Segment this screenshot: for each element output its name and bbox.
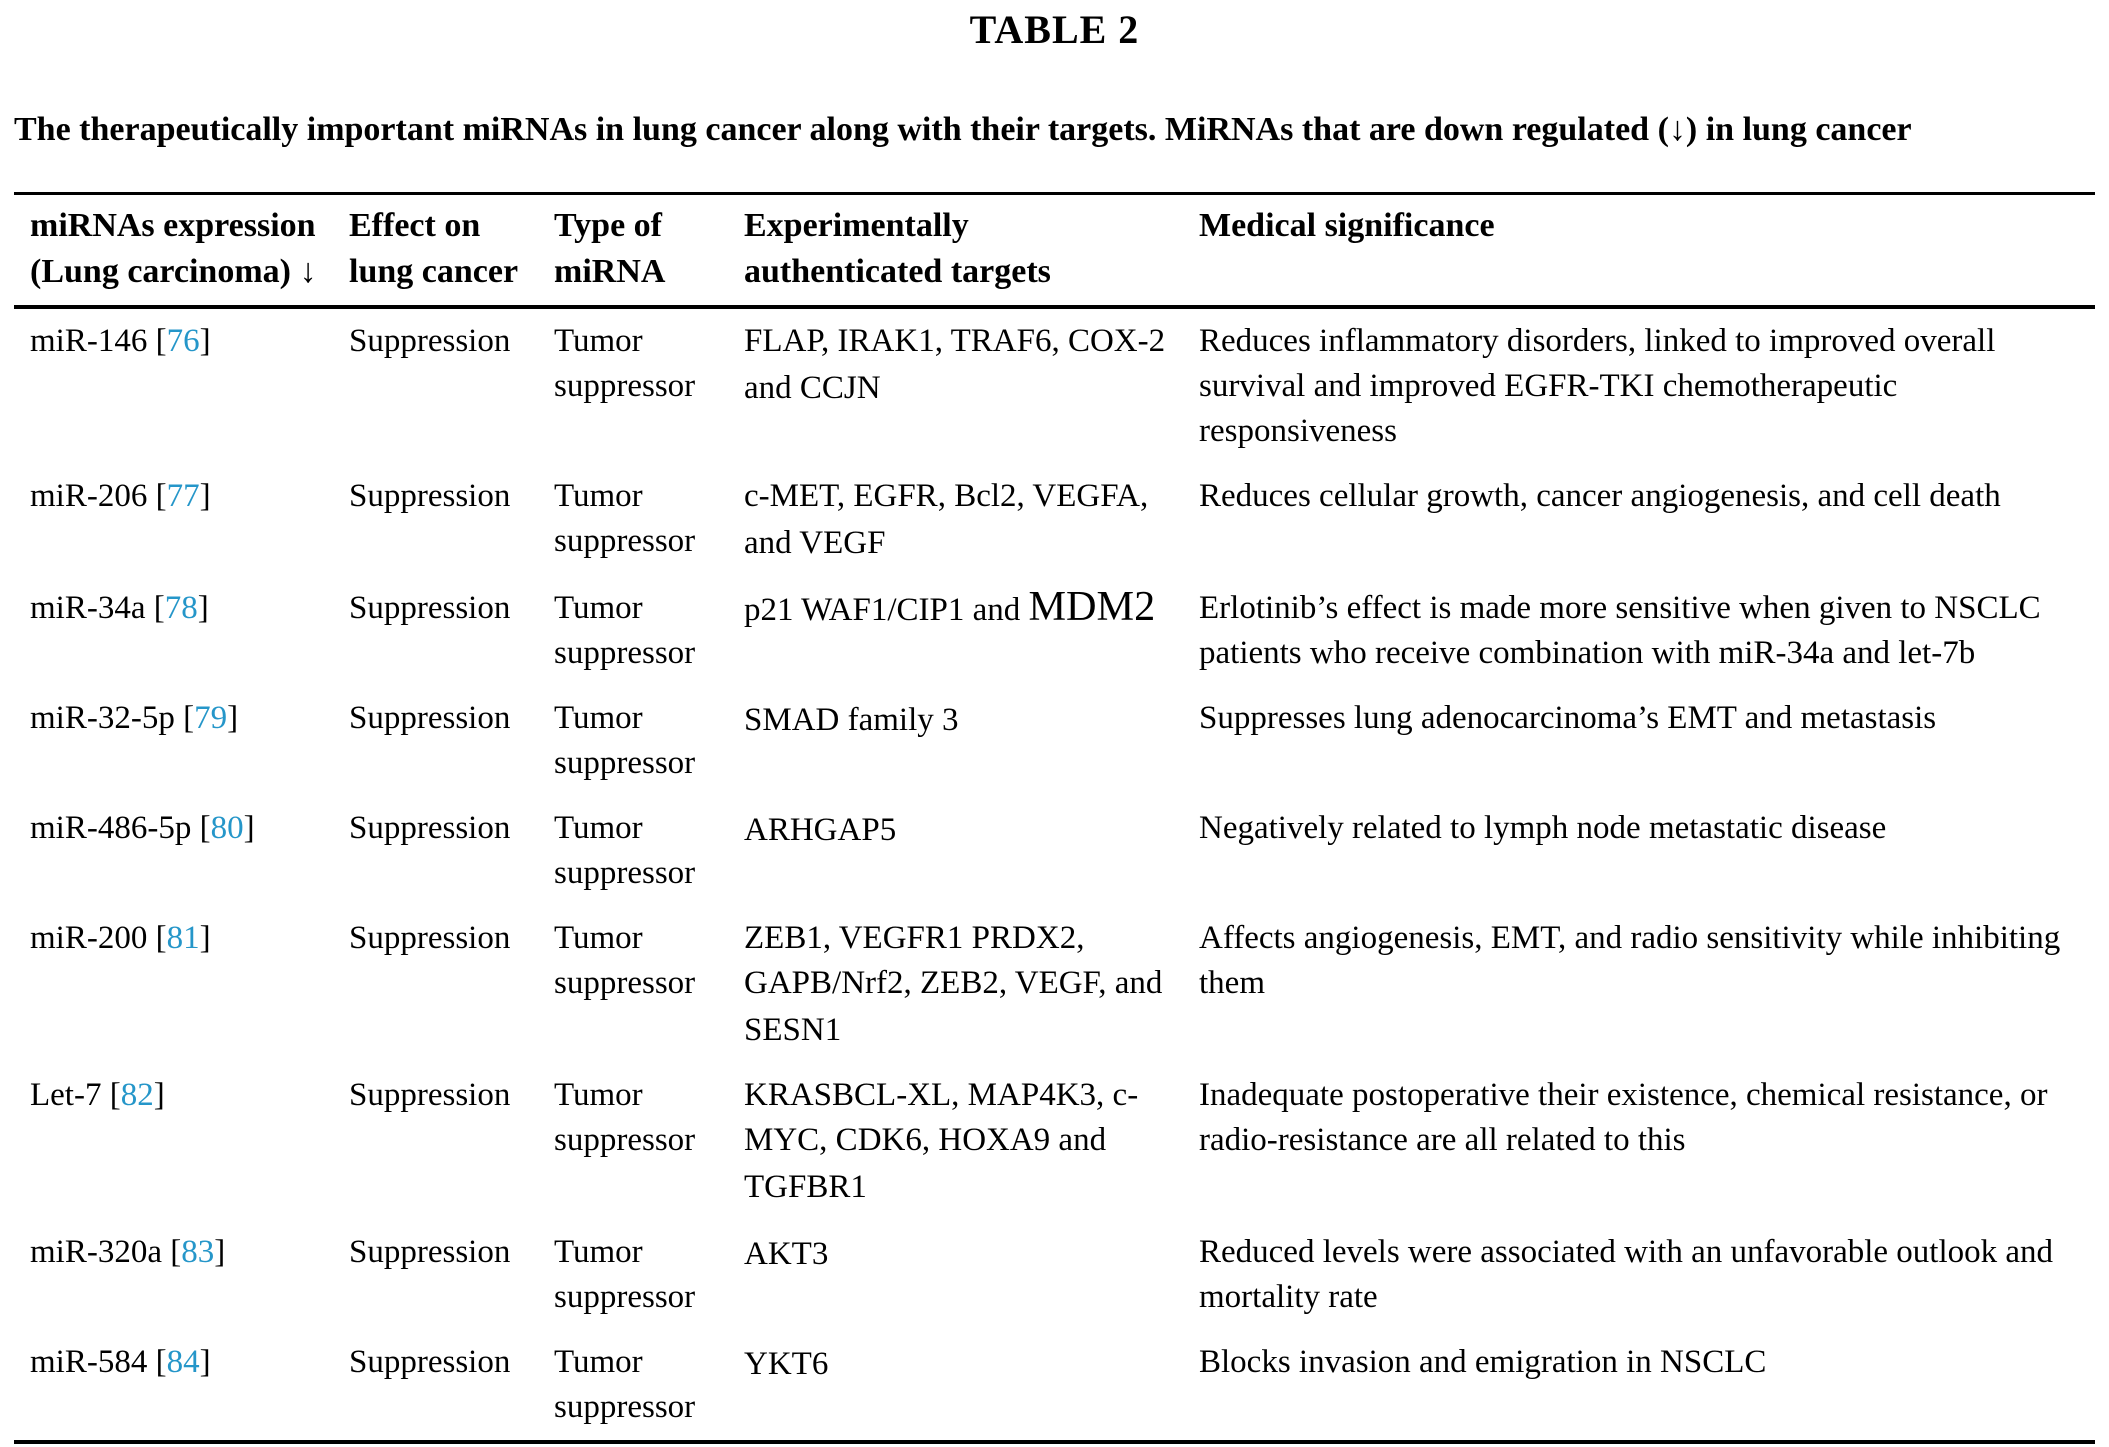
cell-mirna xyxy=(14,1330,349,1442)
cell-effect: Suppression xyxy=(349,1344,511,1380)
mirna-name: miR-486-5p xyxy=(30,810,192,846)
table-row xyxy=(14,576,2095,686)
reference-open-bracket: [ xyxy=(147,1344,167,1380)
reference-link[interactable]: 83 xyxy=(181,1234,215,1270)
col-header-type: Type of miRNA xyxy=(554,194,744,308)
cell-targets xyxy=(744,464,1199,576)
reference-open-bracket: [ xyxy=(174,700,195,736)
col-header-mirna-expression: miRNAs expression (Lung carcinoma) ↓ xyxy=(14,194,349,308)
cell-effect: Suppression xyxy=(349,810,511,846)
reference-open-bracket: [ xyxy=(145,590,165,626)
col-header-significance: Medical significance xyxy=(1199,194,2095,308)
reference-open-bracket: [ xyxy=(191,810,211,846)
cell-targets xyxy=(744,796,1199,906)
mirna-name: miR-320a xyxy=(30,1234,162,1270)
cell-significance: Erlotinib’s effect is made more sensitive when given to NSCLC patients who receive combination with miR-34a and let-7b xyxy=(1199,590,2041,671)
cell-significance: Reduced levels were associated with an unfavorable outlook and mortality rate xyxy=(1199,1234,2054,1315)
reference-open-bracket: [ xyxy=(101,1077,121,1113)
cell-effect: Suppression xyxy=(349,1077,511,1113)
cell-effect: Suppression xyxy=(349,478,511,514)
cell-significance: Reduces cellular growth, cancer angiogenesis, and cell death xyxy=(1199,478,2001,514)
targets-text: KRASBCL-XL, MAP4K3, c-MYC, CDK6, HOXA9 and TGFBR1 xyxy=(744,1077,1139,1205)
reference-open-bracket: [ xyxy=(147,920,167,956)
cell-effect: Suppression xyxy=(349,920,511,956)
table-row xyxy=(14,906,2095,1063)
mirna-name: miR-200 xyxy=(30,920,148,956)
cell-targets xyxy=(744,1330,1199,1442)
table-row xyxy=(14,464,2095,576)
targets-text: AKT3 xyxy=(744,1236,829,1272)
cell-targets xyxy=(744,1220,1199,1330)
reference-open-bracket: [ xyxy=(147,478,167,514)
cell-type: Tumor suppressor xyxy=(554,810,696,891)
cell-effect: Suppression xyxy=(349,323,511,359)
reference-close-bracket: ] xyxy=(197,590,209,626)
reference-close-bracket: ] xyxy=(243,810,255,846)
cell-significance: Reduces inflammatory disorders, linked to improved overall survival and improved EGFR-TKI chemotherapeutic responsiveness xyxy=(1199,323,1996,449)
reference-close-bracket: ] xyxy=(199,920,211,956)
table-number-label: TABLE 2 xyxy=(969,7,1140,52)
cell-mirna xyxy=(14,1220,349,1330)
targets-text: ARHGAP5 xyxy=(744,812,897,848)
cell-mirna xyxy=(14,906,349,1063)
table-header xyxy=(14,194,2095,308)
cell-type: Tumor suppressor xyxy=(554,478,696,559)
cell-type: Tumor suppressor xyxy=(554,920,696,1001)
reference-link[interactable]: 79 xyxy=(194,700,228,736)
table-body xyxy=(14,307,2095,1442)
reference-close-bracket: ] xyxy=(199,323,211,359)
cell-effect: Suppression xyxy=(349,590,511,626)
table-row xyxy=(14,1220,2095,1330)
cell-targets xyxy=(744,307,1199,464)
mirna-name: miR-584 xyxy=(30,1344,148,1380)
reference-link[interactable]: 78 xyxy=(164,590,198,626)
cell-mirna xyxy=(14,464,349,576)
header-row xyxy=(14,194,2095,308)
mirna-name: Let-7 xyxy=(30,1077,102,1113)
cell-targets xyxy=(744,576,1199,686)
targets-text: FLAP, IRAK1, TRAF6, COX-2 and CCJN xyxy=(744,323,1166,406)
reference-link[interactable]: 84 xyxy=(166,1344,200,1380)
reference-link[interactable]: 77 xyxy=(166,478,200,514)
reference-open-bracket: [ xyxy=(161,1234,182,1270)
table-row xyxy=(14,796,2095,906)
cell-type: Tumor suppressor xyxy=(554,1077,696,1158)
cell-mirna xyxy=(14,796,349,906)
mirna-name: miR-146 xyxy=(30,323,148,359)
table-row xyxy=(14,686,2095,796)
cell-mirna xyxy=(14,686,349,796)
targets-text: SMAD family 3 xyxy=(744,702,959,738)
cell-type: Tumor suppressor xyxy=(554,590,696,671)
cell-mirna xyxy=(14,1063,349,1220)
mirna-name: miR-34a xyxy=(30,590,146,626)
table-caption: The therapeutically important miRNAs in lung cancer along with their targets. MiRNAs that are down regulated (↓) in lung cancer xyxy=(14,111,1912,148)
cell-mirna xyxy=(14,307,349,464)
reference-link[interactable]: 82 xyxy=(120,1077,154,1113)
cell-type: Tumor suppressor xyxy=(554,323,696,404)
reference-close-bracket: ] xyxy=(214,1234,226,1270)
cell-targets xyxy=(744,686,1199,796)
reference-link[interactable]: 81 xyxy=(166,920,200,956)
cell-significance: Negatively related to lymph node metastatic disease xyxy=(1199,810,1887,846)
reference-link[interactable]: 76 xyxy=(166,323,200,359)
targets-text: p21 WAF1/CIP1 and xyxy=(744,592,1021,628)
cell-significance: Suppresses lung adenocarcinoma’s EMT and metastasis xyxy=(1199,700,1937,736)
targets-text: c-MET, EGFR, Bcl2, VEGFA, and VEGF xyxy=(744,478,1149,561)
cell-significance: Affects angiogenesis, EMT, and radio sensitivity while inhibiting them xyxy=(1199,920,2061,1001)
reference-link[interactable]: 80 xyxy=(210,810,244,846)
mirna-name: miR-32-5p xyxy=(30,700,175,736)
cell-significance: Inadequate postoperative their existence, chemical resistance, or radio-resistance are all related to this xyxy=(1199,1077,2048,1158)
cell-type: Tumor suppressor xyxy=(554,1234,696,1315)
col-header-targets: Experimentally authenticated targets xyxy=(744,194,1199,308)
cell-significance: Blocks invasion and emigration in NSCLC xyxy=(1199,1344,1767,1380)
reference-open-bracket: [ xyxy=(147,323,167,359)
table-row xyxy=(14,1330,2095,1442)
cell-effect: Suppression xyxy=(349,1234,511,1270)
mirna-table xyxy=(14,192,2095,1444)
cell-targets xyxy=(744,1063,1199,1220)
cell-targets xyxy=(744,906,1199,1063)
table-row xyxy=(14,1063,2095,1220)
reference-close-bracket: ] xyxy=(227,700,239,736)
cell-type: Tumor suppressor xyxy=(554,1344,696,1425)
reference-close-bracket: ] xyxy=(199,1344,211,1380)
targets-text: ZEB1, VEGFR1 PRDX2, GAPB/Nrf2, ZEB2, VEGF, and SESN1 xyxy=(744,920,1163,1048)
table-row xyxy=(14,307,2095,464)
cell-effect: Suppression xyxy=(349,700,511,736)
targets-large-text: MDM2 xyxy=(1028,583,1156,630)
reference-close-bracket: ] xyxy=(199,478,211,514)
reference-close-bracket: ] xyxy=(153,1077,165,1113)
mirna-name: miR-206 xyxy=(30,478,148,514)
col-header-effect: Effect on lung cancer xyxy=(349,194,554,308)
cell-mirna xyxy=(14,576,349,686)
cell-type: Tumor suppressor xyxy=(554,700,696,781)
targets-text: YKT6 xyxy=(744,1346,829,1382)
